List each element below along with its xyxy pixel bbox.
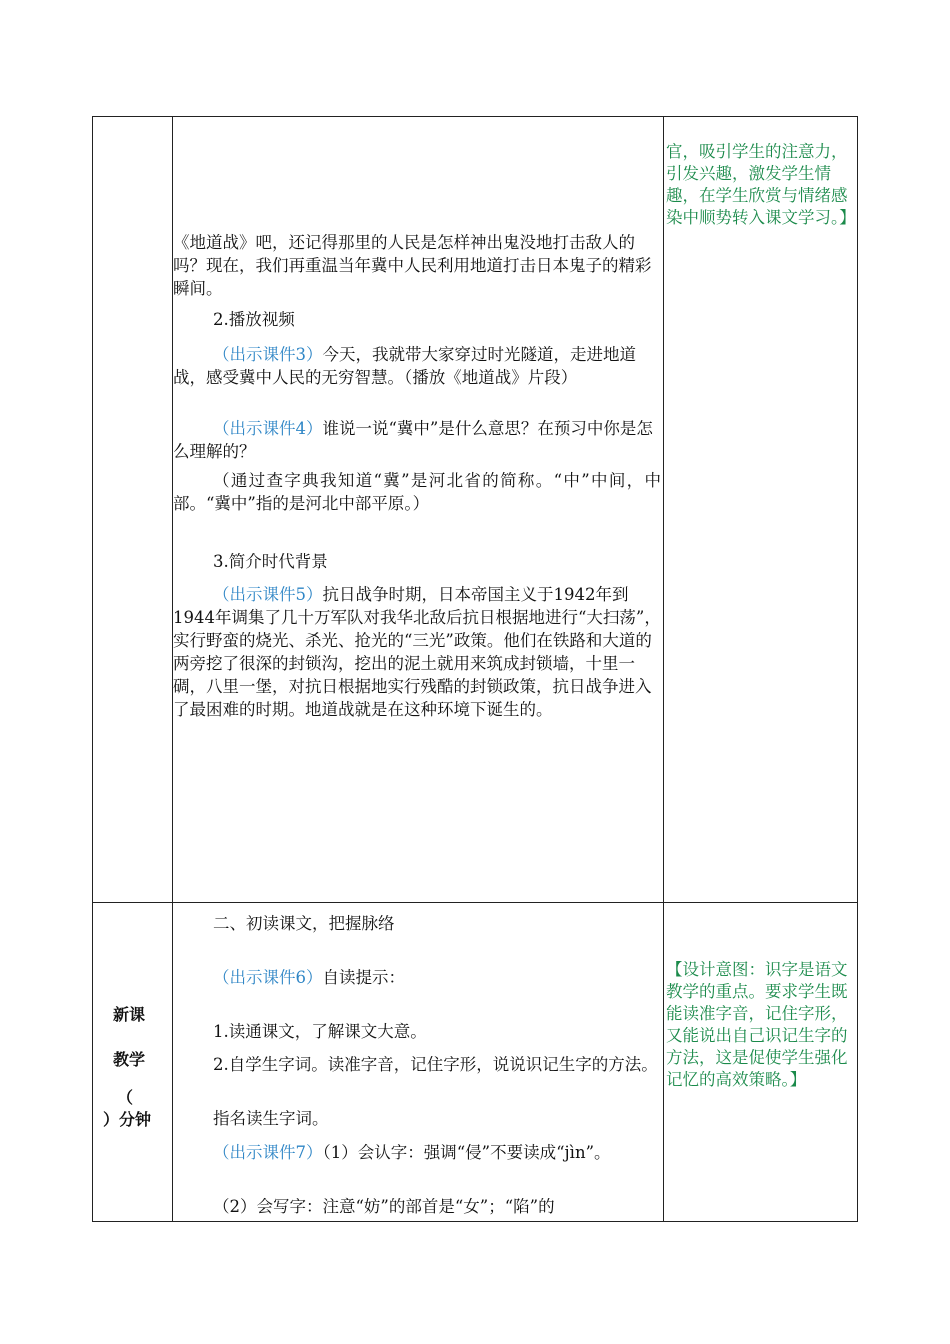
section-label-line1: 新课 — [113, 1005, 146, 1024]
writing-characters-paragraph: （2）会写字：注意“妨”的部首是“女”；“陷”的 — [213, 1197, 555, 1216]
reading-task-1: 1.读通课文，了解课文大意。 — [213, 1022, 427, 1041]
paragraph-text: 自读提示： — [322, 968, 405, 987]
section-label-line3: （ — [117, 1088, 134, 1107]
answer-paragraph: （通过查字典我知道“冀”是河北省的简称。“中”中间，中部。“冀中”指的是河北中部平原。） — [173, 471, 661, 513]
courseware-5-paragraph — [173, 583, 661, 721]
paragraph-text: （1）会认字：强调“侵”不要读成“jìn”。 — [322, 1143, 611, 1162]
section-heading-initial-reading: 二、初读课文，把握脉络 — [213, 914, 395, 933]
design-note-top: 官，吸引学生的注意力，引发兴趣，激发学生情趣，在学生欣赏与情绪感染中顺势转入课文学习。】 — [666, 142, 856, 227]
courseware-3-paragraph — [173, 343, 661, 389]
step-heading-background: 3.简介时代背景 — [213, 552, 328, 571]
lesson-table — [92, 116, 858, 1222]
design-note-bottom: 【设计意图：识字是语文教学的重点。要求学生既能读准字音，记住字形，又能说出自己识记生字的方法，这是促使学生强化记忆的高效策略。】 — [666, 960, 848, 1089]
section-label-line2: 教学 — [113, 1050, 146, 1069]
paragraph-text: 谁说一说“冀中”是什么意思？在预习中你是怎么理解的？ — [173, 419, 653, 461]
paragraph-text: 今天，我就带大家穿过时光隧道，走进地道战，感受冀中人民的无穷智慧。（播放《地道战》片段） — [173, 345, 636, 387]
reading-task-2: 2.自学生字词。读准字音，记住字形，说说识记生字的方法。 — [213, 1055, 658, 1074]
row-divider — [93, 902, 857, 903]
courseware-7-paragraph — [173, 1141, 661, 1164]
courseware-tag: （出示课件3） — [213, 345, 323, 364]
intro-paragraph: 《地道战》吧，还记得那里的人民是怎样神出鬼没地打击敌人的吗？现在，我们再重温当年冀中人民利用地道打击日本鬼子的精彩瞬间。 — [173, 233, 652, 298]
paragraph-text: 抗日战争时期，日本帝国主义于1942年到1944年调集了几十万军队对我华北敌后抗日根据地进行“大扫荡”，实行野蛮的烧光、杀光、抢光的“三光”政策。他们在铁路和大道的两旁挖了很深的封锁沟，挖出的泥土就用来筑成封锁墙，十里一碉，八里一堡，对抗日根据地实行残酷的封锁政策，抗日战争进入了最困难的时期。地道战就是在这种环境下诞生的。 — [173, 585, 661, 719]
reading-task-3: 指名读生字词。 — [213, 1109, 329, 1128]
courseware-tag: （出示课件4） — [213, 419, 323, 438]
courseware-6-paragraph — [213, 966, 653, 989]
section-label-line4: ）分钟 — [103, 1110, 152, 1129]
step-heading-video: 2.播放视频 — [213, 310, 295, 329]
courseware-tag: （出示课件6） — [213, 968, 323, 987]
courseware-tag: （出示课件7） — [213, 1143, 323, 1162]
column-divider-2 — [663, 117, 664, 1221]
courseware-4-paragraph — [173, 417, 661, 463]
courseware-tag: （出示课件5） — [213, 585, 323, 604]
